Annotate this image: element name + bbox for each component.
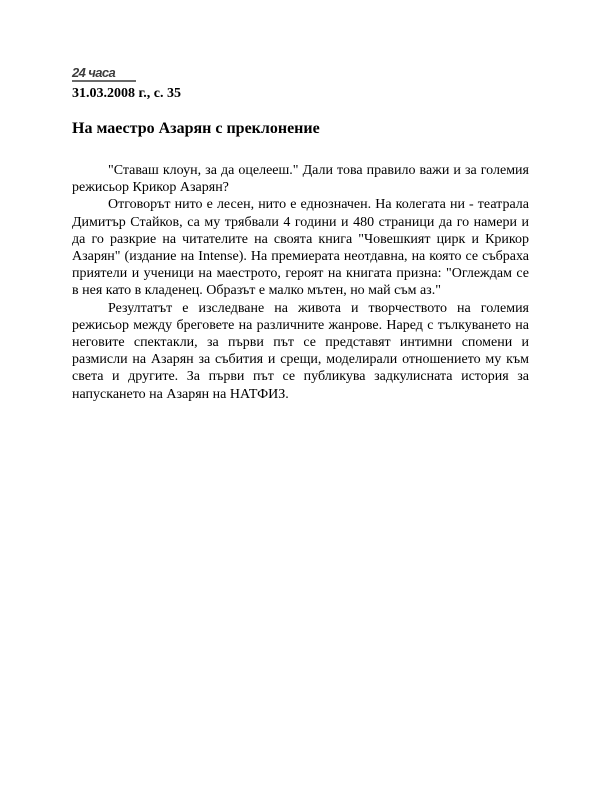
article-paragraph: Резултатът е изследване на живота и творчеството на големия режисьор между бреговете на различните жанрове. Наред с тълкуването на неговите спектакли, за първи път се представят интимни спомени и размисли на Азарян за събития и срещи, моделирали отношението му към света и другите. За първи път се публикува задкулисната история за напускането на Азарян на НАТФИЗ.	[72, 300, 529, 402]
article-body	[72, 162, 529, 403]
article-paragraph: Отговорът нито е лесен, нито е еднозначен. На колегата ни - театрала Димитър Стайков, са му трябвали 4 години и 480 страници да го намери и да го разкрие на читателите на своята книга "Човешкият цирк и Крикор Азарян" (издание на Intense). На премиерата неотдавна, на която се събраха приятели и ученици на маестрото, героят на книгата призна: "Оглеждам се в нея като в кладенец. Образът е малко мътен, но май съм аз."	[72, 197, 529, 299]
article-title: На маестро Азарян с преклонение	[72, 120, 320, 137]
publication-logo	[72, 66, 138, 84]
article-paragraph: "Ставаш клоун, за да оцелееш." Дали това правило важи и за големия режисьор Крикор Азарян?	[72, 163, 529, 196]
publication-logo-text: 24 часа	[72, 65, 116, 80]
date-page-line: 31.03.2008 г., с. 35	[72, 86, 181, 101]
publication-logo-underline	[72, 80, 136, 82]
